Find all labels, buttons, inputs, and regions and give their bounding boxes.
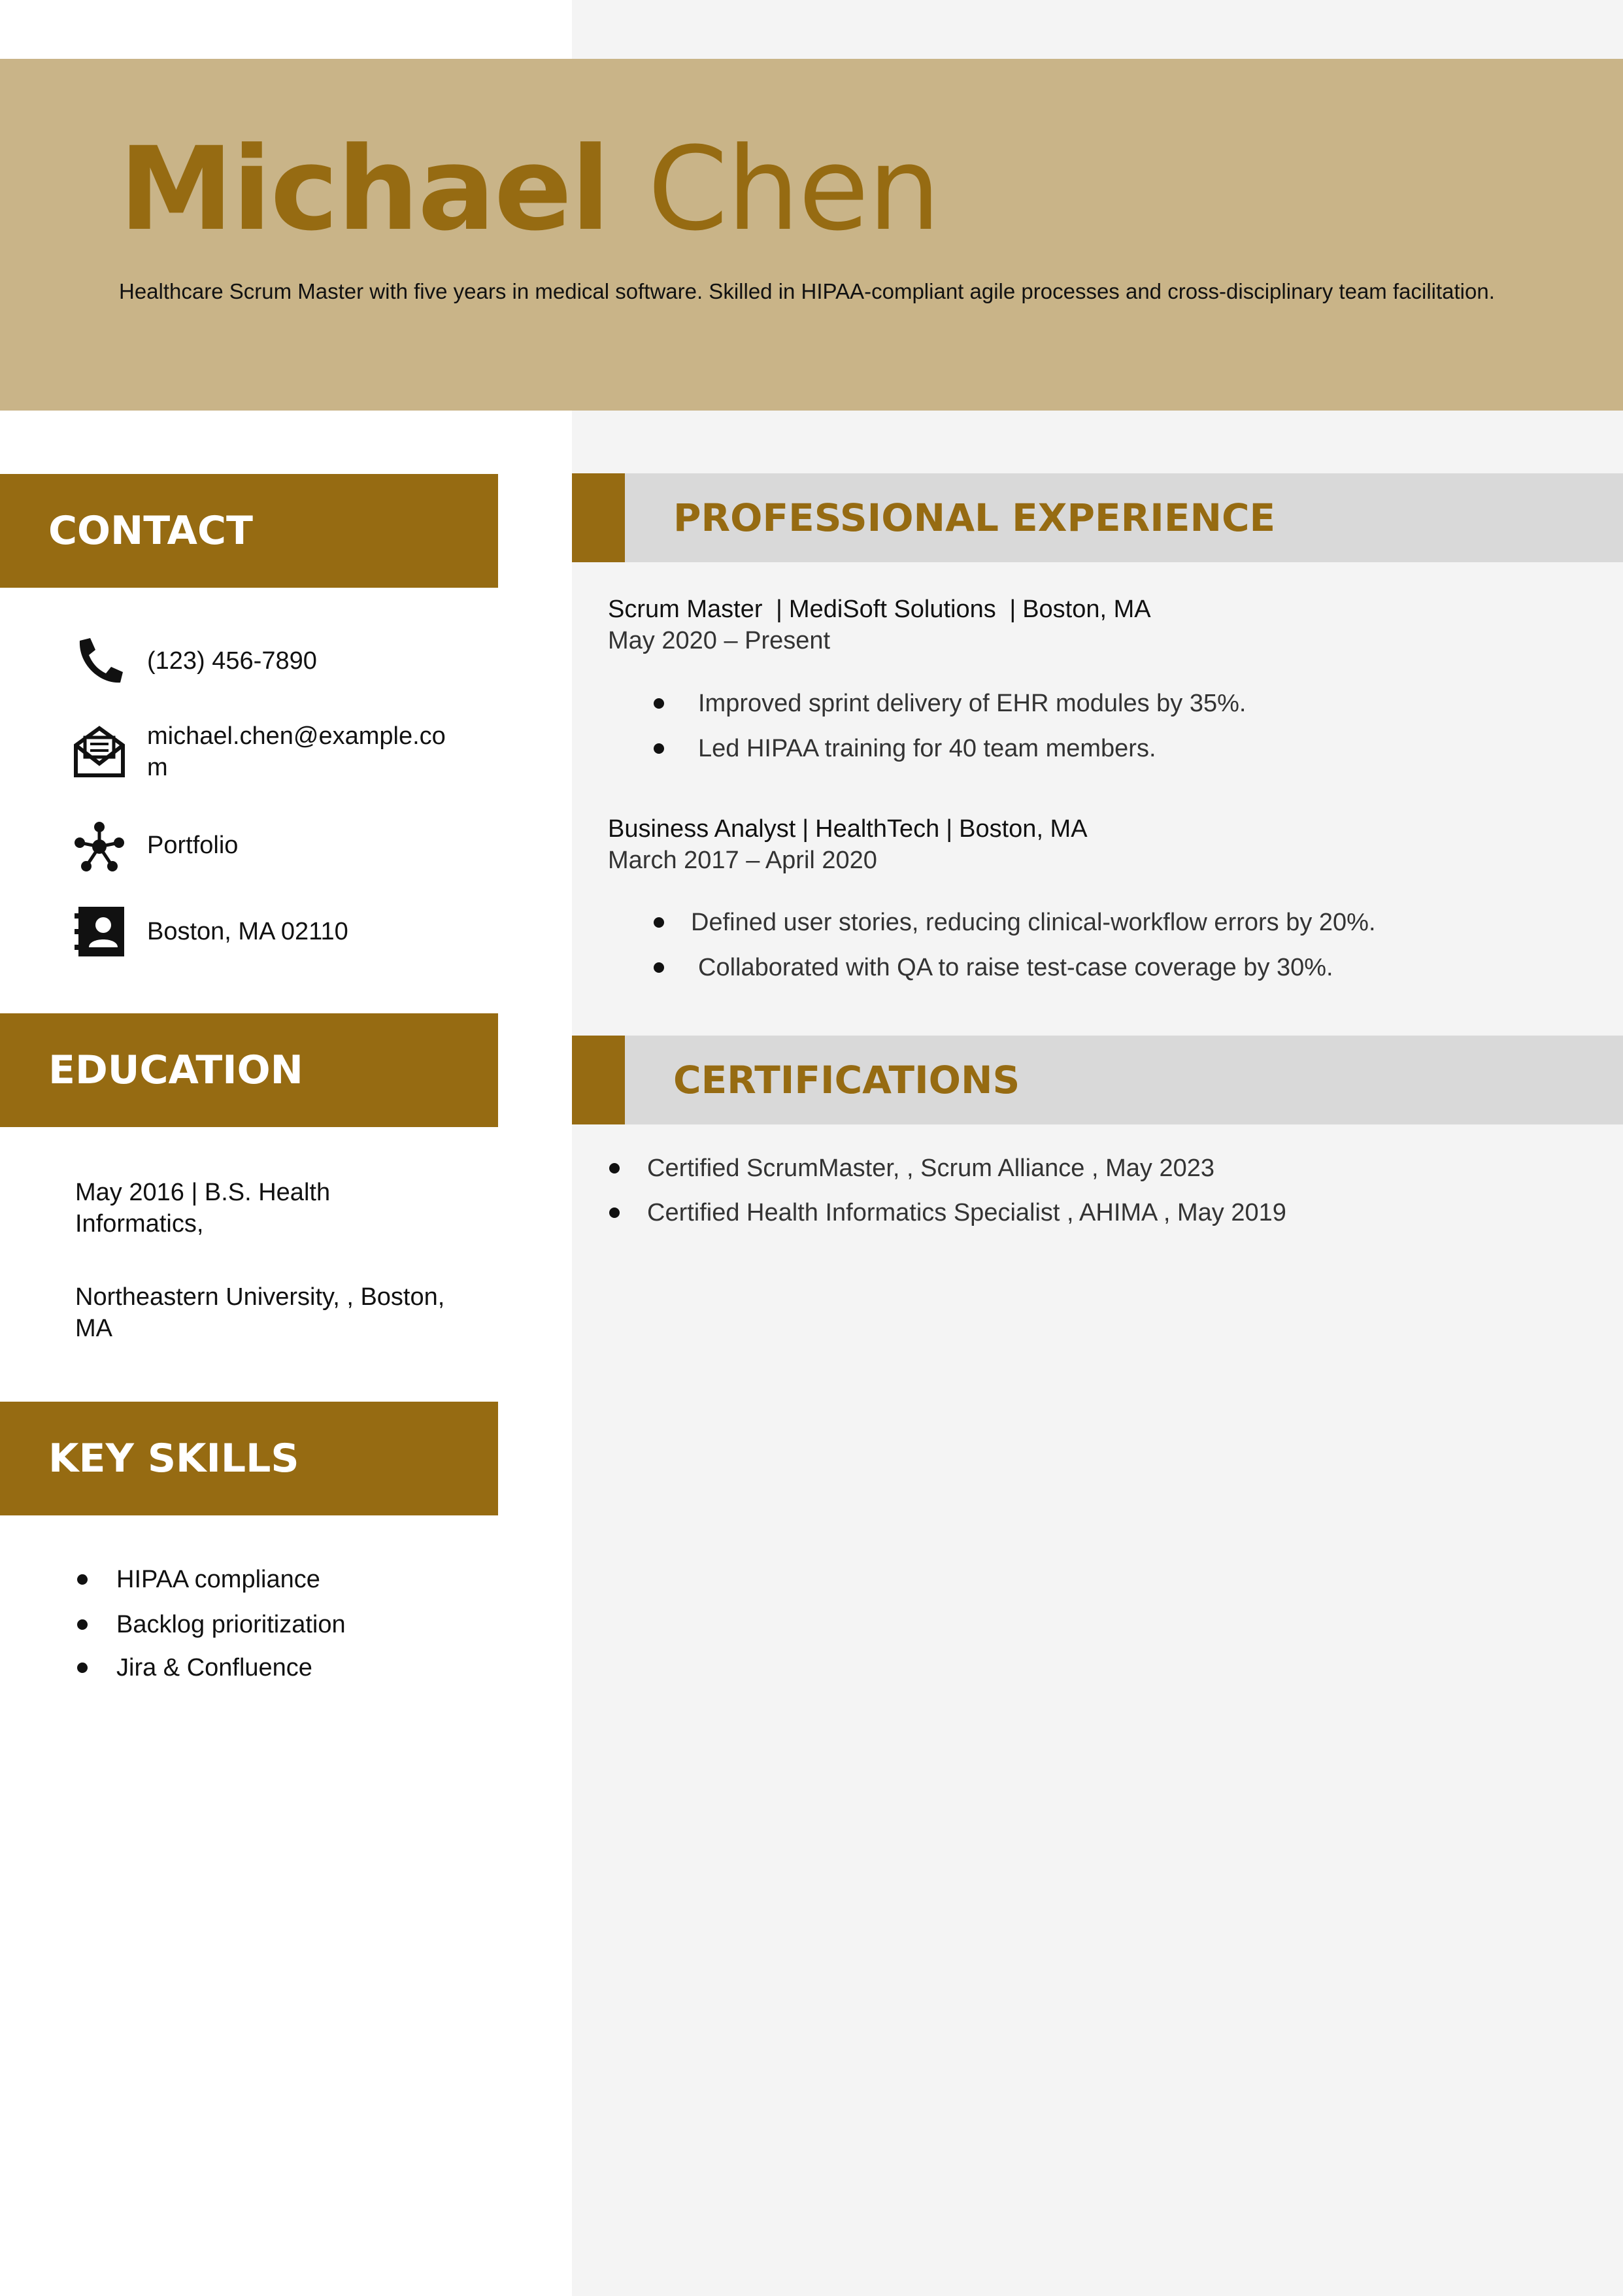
job-role: Scrum Master: [608, 596, 763, 623]
skills-title: KEY SKILLS: [48, 1436, 299, 1481]
bullet-icon: [654, 698, 664, 709]
section-accent: [572, 1036, 625, 1124]
job-company: HealthTech: [815, 815, 940, 843]
separator: |: [946, 815, 953, 843]
last-name: Chen: [647, 122, 940, 256]
email-address: [147, 720, 446, 783]
experience-section-header: [572, 473, 1623, 562]
bullet-icon: [654, 743, 664, 754]
education-school: [75, 1281, 444, 1344]
job-dates: March 2017 – April 2020: [608, 847, 877, 874]
degree-line-2: Informatics,: [75, 1210, 204, 1238]
certifications-section-header: [572, 1036, 1623, 1124]
certification-item: Certified ScrumMaster, , Scrum Alliance , May 2023: [647, 1155, 1214, 1182]
skills-section-header: [0, 1402, 498, 1515]
job-role: Business Analyst: [608, 815, 796, 843]
job-company: MediSoft Solutions: [788, 596, 996, 623]
separator: |: [1002, 596, 1016, 623]
section-accent: [572, 473, 625, 562]
degree-line-1: May 2016 | B.S. Health: [75, 1179, 331, 1206]
education-title: EDUCATION: [48, 1047, 303, 1093]
education-degree: [75, 1177, 330, 1240]
email-icon: [73, 726, 125, 778]
bullet-icon: [77, 1619, 88, 1630]
skill-item: Backlog prioritization: [116, 1611, 346, 1638]
first-name: Michael: [119, 122, 609, 256]
job-dates: May 2020 – Present: [608, 627, 831, 654]
candidate-name: [119, 124, 939, 255]
bullet-icon: [654, 962, 664, 973]
skill-item: HIPAA compliance: [116, 1566, 320, 1593]
portfolio-icon: [73, 820, 125, 873]
separator: |: [802, 815, 809, 843]
job-title-line: [608, 813, 1088, 845]
job-bullet: Defined user stories, reducing clinical-workflow errors by 20%.: [691, 909, 1376, 936]
job-bullet: Led HIPAA training for 40 team members.: [698, 735, 1156, 762]
phone-icon: [73, 635, 125, 688]
bullet-icon: [77, 1663, 88, 1673]
job-bullet: Improved sprint delivery of EHR modules by 35%.: [698, 690, 1247, 717]
job-title-line: [608, 594, 1151, 625]
bullet-icon: [654, 917, 664, 928]
experience-title: PROFESSIONAL EXPERIENCE: [673, 496, 1276, 540]
email-line-2: m: [147, 754, 168, 781]
bullet-icon: [609, 1207, 620, 1218]
certifications-title: CERTIFICATIONS: [673, 1058, 1020, 1102]
address: Boston, MA 02110: [147, 918, 348, 945]
job-location: Boston, MA: [1022, 596, 1151, 623]
bullet-icon: [77, 1574, 88, 1585]
phone-number: (123) 456-7890: [147, 647, 317, 675]
portfolio-link[interactable]: Portfolio: [147, 832, 239, 859]
school-line-2: MA: [75, 1315, 112, 1342]
address-icon: [73, 905, 125, 958]
contact-section-header: [0, 474, 498, 588]
job-bullet: Collaborated with QA to raise test-case coverage by 30%.: [698, 954, 1333, 981]
school-line-1: Northeastern University, , Boston,: [75, 1283, 445, 1311]
separator: |: [769, 596, 782, 623]
education-section-header: [0, 1013, 498, 1127]
job-location: Boston, MA: [959, 815, 1088, 843]
contact-title: CONTACT: [48, 508, 253, 554]
email-line-1: michael.chen@example.co: [147, 722, 446, 750]
profile-summary: Healthcare Scrum Master with five years in medical software. Skilled in HIPAA-compliant agile processes and cross-disciplinary team facilitation.: [119, 279, 1495, 303]
certification-item: Certified Health Informatics Specialist , AHIMA , May 2019: [647, 1199, 1286, 1226]
bullet-icon: [609, 1163, 620, 1173]
skill-item: Jira & Confluence: [116, 1654, 312, 1681]
